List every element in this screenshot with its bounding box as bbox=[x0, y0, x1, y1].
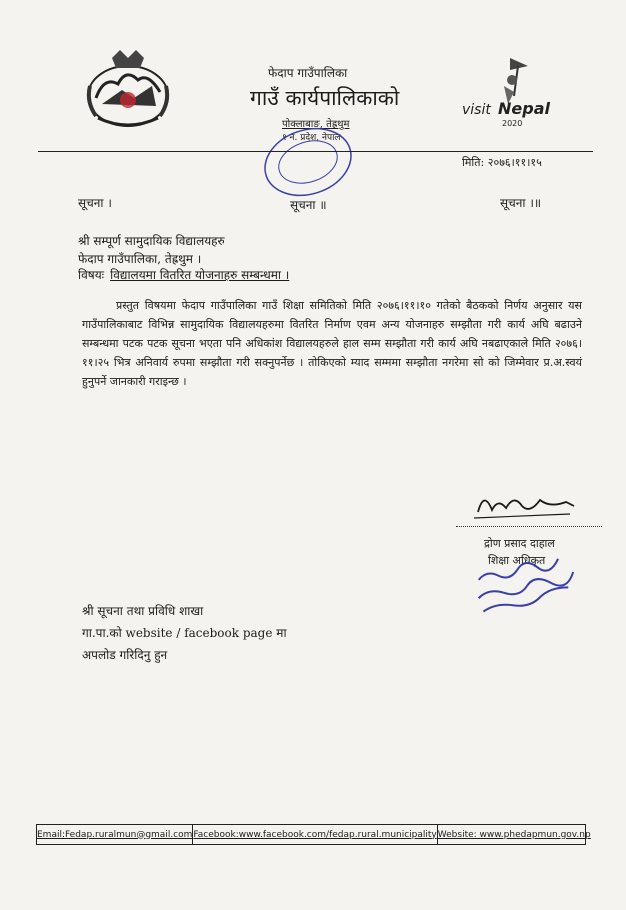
recipient-line2: फेदाप गाउँपालिका, तेह्रथुम । bbox=[78, 252, 202, 266]
cc-line2: गा.पा.को website / facebook page मा bbox=[82, 626, 287, 640]
office-place-line1: पोक्लाबाङ, तेह्रथुम bbox=[282, 119, 350, 130]
nepal-emblem-logo bbox=[82, 46, 174, 134]
office-name: फेदाप गाउँपालिका bbox=[268, 66, 348, 80]
header-divider bbox=[38, 151, 593, 152]
signatory-name: द्रोण प्रसाद दाहाल bbox=[484, 537, 555, 550]
svg-text:Nepal: Nepal bbox=[498, 99, 550, 118]
footer-contact-bar bbox=[36, 824, 591, 845]
footer-facebook: Facebook:www.facebook.com/fedap.rural.municipality bbox=[192, 825, 436, 844]
cc-line1: श्री सूचना तथा प्रविधि शाखा bbox=[82, 604, 204, 618]
letter-date: मिति: २०७६।११।१५ bbox=[462, 156, 542, 169]
office-round-stamp bbox=[258, 124, 358, 200]
subject-line bbox=[78, 266, 289, 283]
office-place-line2: १ नं. प्रदेश, नेपाल bbox=[282, 133, 341, 143]
recipient-line1: श्री सम्पूर्ण सामुदायिक विद्यालयहरु bbox=[78, 234, 225, 248]
footer-website: Website: www.phedapmun.gov.np bbox=[437, 825, 591, 844]
notice-heading-right: सूचना ।॥ bbox=[500, 196, 542, 210]
subject-label: विषयः bbox=[78, 268, 105, 282]
handwritten-signature bbox=[470, 484, 580, 524]
signatory-title: शिक्षा अधिकृत bbox=[488, 554, 546, 567]
svg-text:2020: 2020 bbox=[502, 119, 523, 128]
svg-text:visit: visit bbox=[462, 102, 491, 118]
notice-heading-center: सूचना ॥ bbox=[290, 198, 327, 212]
visit-nepal-2020-logo bbox=[458, 52, 554, 132]
office-title: गाउँ कार्यपालिकाको bbox=[250, 86, 400, 110]
signature-dotted-line bbox=[456, 526, 602, 527]
subject-text: विद्यालयमा वितरित योजनाहरु सम्बन्धमा । bbox=[110, 268, 290, 282]
letter-body: प्रस्तुत विषयमा फेदाप गाउँपालिका गाउँ शिक्षा समितिको मिति २०७६।११।१० गतेको बैठकको निर्णय अनुसार यस गाउँपालिकाबाट विभिन्न सामुदायिक विद्यालयहरुमा वितरित निर्माण एवम अन्य योजनाहरु सम्झौता गरी कार्य अघि बढाउने सम्बन्धमा पटक पटक सूचना भएता पनि अधिकांश विद्यालयहरुले हाल सम्म सम्झौता गरी कार्य अघि नबढाएकाले मिति २०७६।११।२५ भित्र अनिवार्य रुपमा सम्झौता गरी सक्नुपर्नेछ । तोकिएको म्याद सम्ममा सम्झौता नगरेमा सो को जिम्मेवार प्र.अ.स्वयं हुनुपर्ने जानकारी गराइन्छ । bbox=[82, 299, 582, 388]
cc-line3: अपलोड गरिदिनु हुन bbox=[82, 648, 168, 662]
officer-stamp bbox=[470, 550, 582, 612]
notice-heading-left: सूचना । bbox=[78, 196, 112, 210]
footer-email: Email:Fedap.ruralmun@gmail.com bbox=[37, 829, 193, 840]
